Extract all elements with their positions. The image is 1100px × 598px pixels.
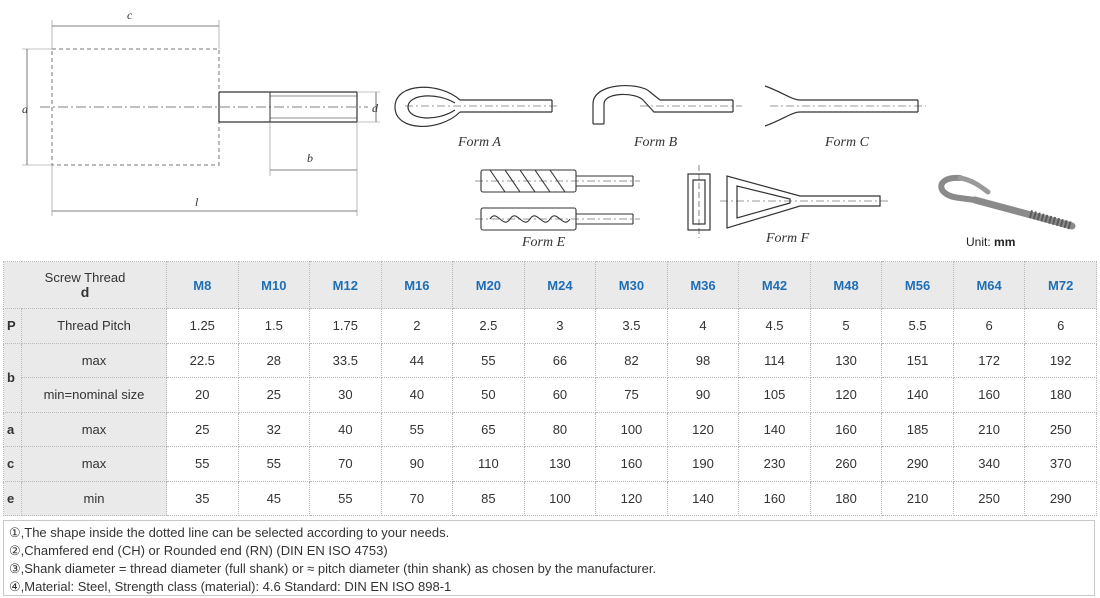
table-cell: 160: [596, 447, 668, 482]
size-header: M8: [167, 262, 239, 309]
table-cell: 1.25: [167, 309, 239, 344]
table-cell: 50: [453, 378, 525, 413]
form-a-label: Form A: [458, 135, 501, 150]
row-label: min: [22, 481, 167, 516]
table-cell: 60: [524, 378, 596, 413]
technical-drawing: [0, 0, 1100, 258]
table-cell: 66: [524, 343, 596, 378]
table-cell: 370: [1025, 447, 1097, 482]
table-cell: 82: [596, 343, 668, 378]
row-label: max: [22, 412, 167, 447]
table-cell: 230: [739, 447, 811, 482]
size-header: M36: [667, 262, 739, 309]
anchor-bolt-drawing: [0, 0, 1100, 258]
table-cell: 4: [667, 309, 739, 344]
form-c-drawing: [765, 86, 926, 126]
row-label: min=nominal size: [22, 378, 167, 413]
table-cell: 250: [1025, 412, 1097, 447]
table-cell: 20: [167, 378, 239, 413]
table-cell: 160: [739, 481, 811, 516]
table-cell: 120: [667, 412, 739, 447]
table-cell: 44: [381, 343, 453, 378]
table-cell: 80: [524, 412, 596, 447]
table-cell: 30: [310, 378, 382, 413]
note-line: ④,Material: Steel, Strength class (material): 4.6 Standard: DIN EN ISO 898-1: [9, 579, 452, 594]
size-header: M56: [882, 262, 954, 309]
table-cell: 98: [667, 343, 739, 378]
table-cell: 130: [810, 343, 882, 378]
size-header: M10: [238, 262, 310, 309]
table-cell: 55: [310, 481, 382, 516]
table-cell: 210: [953, 412, 1025, 447]
table-row: [4, 343, 1097, 378]
dim-label-c: c: [127, 8, 133, 22]
unit-prefix: Unit:: [966, 235, 991, 249]
notes-box: [3, 520, 1095, 596]
table-cell: 35: [167, 481, 239, 516]
form-b-drawing: [593, 86, 742, 124]
anchor-bolt-3d-image: [941, 178, 1072, 226]
table-cell: 33.5: [310, 343, 382, 378]
table-cell: 140: [739, 412, 811, 447]
table-cell: 32: [238, 412, 310, 447]
size-header: M24: [524, 262, 596, 309]
form-e-drawing: [475, 170, 640, 230]
row-symbol: a: [4, 412, 22, 447]
table-cell: 1.5: [238, 309, 310, 344]
note-line: ②,Chamfered end (CH) or Rounded end (RN) (DIN EN ISO 4753): [9, 543, 388, 558]
table-cell: 210: [882, 481, 954, 516]
table-cell: 114: [739, 343, 811, 378]
size-header: M16: [381, 262, 453, 309]
form-e-label: Form E: [522, 235, 566, 250]
dim-label-l: l: [195, 195, 199, 209]
screw-thread-symbol: d: [80, 284, 90, 300]
table-cell: 25: [238, 378, 310, 413]
table-cell: 185: [882, 412, 954, 447]
table-row: [4, 481, 1097, 516]
table-cell: 340: [953, 447, 1025, 482]
table-cell: 1.75: [310, 309, 382, 344]
table-cell: 120: [810, 378, 882, 413]
table-cell: 151: [882, 343, 954, 378]
table-cell: 120: [596, 481, 668, 516]
table-cell: 45: [238, 481, 310, 516]
table-cell: 22.5: [167, 343, 239, 378]
size-header: M12: [310, 262, 382, 309]
table-cell: 290: [1025, 481, 1097, 516]
table-cell: 90: [381, 447, 453, 482]
table-cell: 4.5: [739, 309, 811, 344]
table-cell: 172: [953, 343, 1025, 378]
size-header: M64: [953, 262, 1025, 309]
table-cell: 55: [167, 447, 239, 482]
unit-note: [966, 235, 1015, 249]
size-header: M72: [1025, 262, 1097, 309]
table-cell: 55: [238, 447, 310, 482]
form-f-drawing: [688, 165, 888, 238]
row-symbol: P: [4, 309, 22, 344]
table-cell: 55: [381, 412, 453, 447]
size-header: M30: [596, 262, 668, 309]
row-symbol: e: [4, 481, 22, 516]
row-symbol: c: [4, 447, 22, 482]
note-line: ①,The shape inside the dotted line can be selected according to your needs.: [9, 525, 450, 540]
row-label: max: [22, 447, 167, 482]
table-cell: 190: [667, 447, 739, 482]
form-f-label: Form F: [766, 231, 810, 246]
table-cell: 180: [1025, 378, 1097, 413]
table-cell: 160: [953, 378, 1025, 413]
size-header: M48: [810, 262, 882, 309]
table-header-row: [4, 262, 1097, 309]
size-header: M20: [453, 262, 525, 309]
table-cell: 25: [167, 412, 239, 447]
table-cell: 110: [453, 447, 525, 482]
table-cell: 290: [882, 447, 954, 482]
table-cell: 70: [310, 447, 382, 482]
table-row: [4, 412, 1097, 447]
table-cell: 130: [524, 447, 596, 482]
table-cell: 75: [596, 378, 668, 413]
size-header: M42: [739, 262, 811, 309]
table-cell: 6: [953, 309, 1025, 344]
table-cell: 40: [310, 412, 382, 447]
table-cell: 28: [238, 343, 310, 378]
table-body: [4, 309, 1097, 516]
table-row: [4, 309, 1097, 344]
table-cell: 85: [453, 481, 525, 516]
table-cell: 70: [381, 481, 453, 516]
note-line: ③,Shank diameter = thread diameter (full shank) or ≈ pitch diameter (thin shank) as chosen by the manufacturer.: [9, 561, 657, 576]
dim-label-a: a: [22, 102, 28, 116]
table-cell: 2: [381, 309, 453, 344]
table-cell: 192: [1025, 343, 1097, 378]
table-cell: 3.5: [596, 309, 668, 344]
table-cell: 250: [953, 481, 1025, 516]
table-row: [4, 447, 1097, 482]
table-cell: 105: [739, 378, 811, 413]
form-c-label: Form C: [825, 135, 869, 150]
table-cell: 160: [810, 412, 882, 447]
table-cell: 140: [882, 378, 954, 413]
row-symbol: b: [4, 343, 22, 412]
unit-value: mm: [994, 235, 1016, 249]
table-cell: 3: [524, 309, 596, 344]
table-cell: 65: [453, 412, 525, 447]
table-cell: 5: [810, 309, 882, 344]
row-label: Thread Pitch: [22, 309, 167, 344]
table-cell: 260: [810, 447, 882, 482]
table-cell: 180: [810, 481, 882, 516]
form-b-label: Form B: [634, 135, 678, 150]
table-cell: 2.5: [453, 309, 525, 344]
table-cell: 40: [381, 378, 453, 413]
table-cell: 140: [667, 481, 739, 516]
dim-label-d: d: [372, 101, 378, 115]
table-cell: 5.5: [882, 309, 954, 344]
table-cell: 6: [1025, 309, 1097, 344]
row-label: max: [22, 343, 167, 378]
table-cell: 100: [524, 481, 596, 516]
table-row: [4, 378, 1097, 413]
screw-thread-label: Screw Thread: [44, 270, 126, 285]
dim-label-b: b: [307, 151, 313, 165]
form-a-drawing: [395, 87, 560, 126]
dimensions-table: [3, 261, 1097, 516]
screw-thread-header: [4, 262, 167, 309]
table-cell: 55: [453, 343, 525, 378]
table-cell: 100: [596, 412, 668, 447]
table-cell: 90: [667, 378, 739, 413]
